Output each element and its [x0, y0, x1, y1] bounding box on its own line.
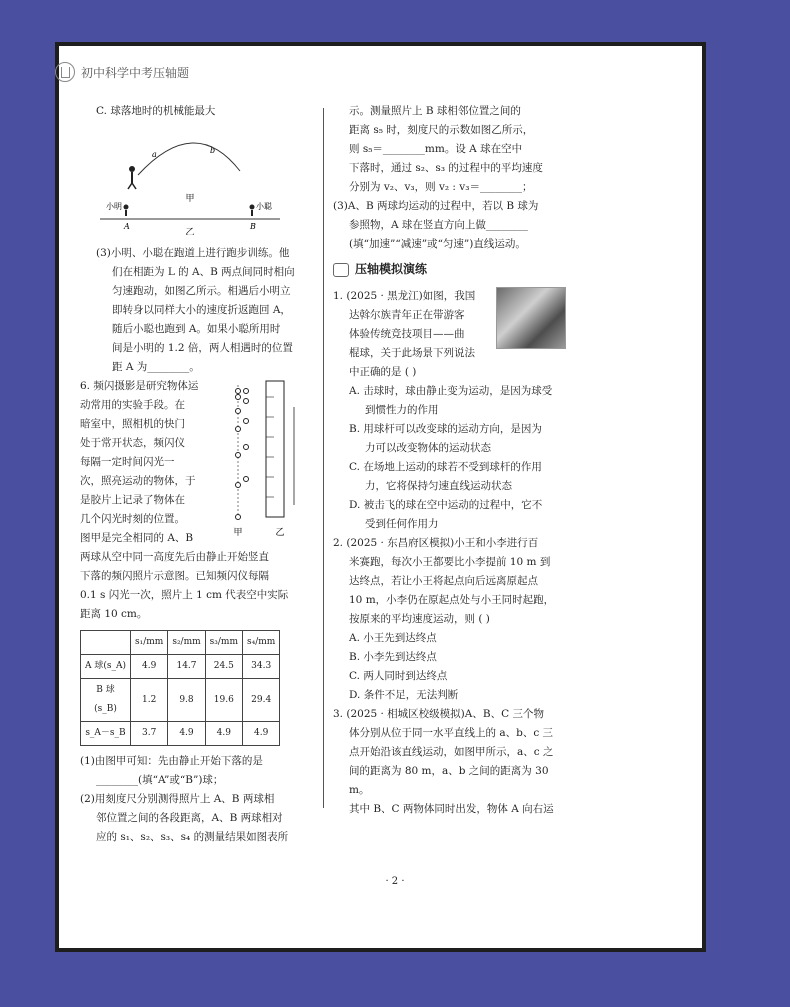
- table-header: s₂/mm: [168, 631, 205, 655]
- q2-line: 2. (2025 · 东昌府区模拟)小王和小李进行百: [333, 537, 539, 549]
- q1-option: 受到任何作用力: [365, 518, 439, 530]
- table-cell: 14.7: [168, 655, 205, 679]
- book-logo-icon: [55, 62, 75, 82]
- q3-line: 间是小明的 1.2 倍，两人相遇时的位置: [112, 342, 293, 354]
- q6-2: [80, 790, 310, 847]
- q6-cont-line: 下落的频闪照片示意图。已知频闪仪每隔: [80, 570, 269, 582]
- q3-line: 匀速跑动，如图乙所示。相遇后小明立: [112, 285, 291, 297]
- q6-line: 是胶片上记录了物体在: [80, 494, 185, 506]
- ruler: [266, 381, 284, 517]
- q1-option: A. 击球时，球由静止变为运动，是因为球受: [349, 385, 553, 397]
- table-row: [81, 655, 280, 679]
- exercise-icon: [333, 263, 349, 277]
- q6-1-line: (1)由图甲可知：先由静止开始下落的是: [80, 755, 263, 767]
- q6-line: 动常用的实验手段。在: [80, 399, 185, 411]
- table-header-row: [81, 631, 280, 655]
- q6-block: [80, 377, 310, 548]
- q3-right-line: 间的距离为 80 m，a、b 之间的距离为 30 m。: [349, 765, 549, 796]
- hockey-photo: [496, 287, 566, 349]
- table-header: [81, 631, 131, 655]
- q6-line: 每隔一定时间闪光一: [80, 456, 175, 468]
- header: [55, 62, 189, 82]
- column-divider: [323, 108, 324, 808]
- left-column: [80, 102, 310, 847]
- table-cell: 1.2: [131, 679, 168, 722]
- q3-right-line: 其中 B、C 两物体同时出发，物体 A 向右运: [349, 803, 554, 815]
- fig-jia-label: 甲: [185, 194, 195, 204]
- q1-line: 中正确的是 ( ): [349, 366, 417, 378]
- q3-line: 随后小聪也跑到 A。如果小聪所用时: [112, 323, 281, 335]
- q6-cont: [80, 548, 310, 624]
- q6-2-cont: [333, 102, 566, 197]
- q3-right-line: 3. (2025 · 相城区校级模拟)A、B、C 三个物: [333, 708, 544, 720]
- q2-option: D. 条件不足，无法判断: [349, 689, 459, 701]
- q1-option: C. 在场地上运动的球若不受到球杆的作用: [349, 461, 542, 473]
- q6-line: 处于常开状态，频闪仪: [80, 437, 185, 449]
- table-cell: 9.8: [168, 679, 205, 722]
- option-c: C. 球落地时的机械能最大: [96, 105, 216, 117]
- q2-line: 10 m，小李仍在原起点处与小王同时起跑，: [349, 594, 555, 606]
- q1-line: 体验传统竞技项目——曲: [349, 328, 465, 340]
- q6-cont-line: 两球从空中同一高度先后由静止开始竖直: [80, 551, 269, 563]
- q6-3-line: (3)A、B 两球均运动的过程中，若以 B 球为: [333, 200, 539, 212]
- table-header: s₃/mm: [205, 631, 242, 655]
- fig-yi-label: 乙: [185, 228, 195, 235]
- table-cell: 4.9: [242, 722, 279, 746]
- figure-jia-yi: [80, 123, 310, 235]
- thrower-figure: [128, 166, 136, 189]
- q3-line: (3)小明、小聪在跑道上进行跑步训练。他: [96, 247, 290, 259]
- q6-line: 几个闪光时刻的位置。: [80, 513, 185, 525]
- right-column: [333, 102, 566, 819]
- xiaoming-figure: [124, 205, 129, 217]
- q6-2-cont-line: 分别为 v₂、v₃，则 v₂ : v₃＝________；: [349, 181, 533, 193]
- table-cell: B 球(s_B): [81, 679, 131, 722]
- table-header: s₄/mm: [242, 631, 279, 655]
- page-number: · 2 ·: [385, 876, 405, 887]
- ball-positions: [236, 389, 249, 520]
- q1-options: [333, 382, 566, 534]
- q1-option: 力可以改变物体的运动状态: [365, 442, 491, 454]
- q6-cont-line: 0.1 s 闪光一次，照片上 1 cm 代表空中实际: [80, 589, 289, 601]
- table-cell: 3.7: [131, 722, 168, 746]
- q2-line: 米赛跑，每次小王都要比小李提前 10 m 到: [349, 556, 551, 568]
- q6-3-line: (填“加速”“减速”或“匀速”)直线运动。: [349, 238, 526, 250]
- q1-option: 到惯性力的作用: [365, 404, 439, 416]
- q3-line: 们在相距为 L 的 A、B 两点间同时相向: [112, 266, 295, 278]
- q2-option: C. 两人同时到达终点: [349, 670, 448, 682]
- q6-2-cont-line: 则 s₅＝________mm。设 A 球在空中: [349, 143, 523, 155]
- q1-option: B. 用球杆可以改变球的运动方向，是因为: [349, 423, 542, 435]
- q6-1: [80, 752, 310, 790]
- q6-2-line: (2)用刻度尺分别测得照片上 A、B 两球相: [80, 793, 275, 805]
- arc-label-a: a: [152, 150, 157, 159]
- table-cell: A 球(s_A): [81, 655, 131, 679]
- q1-line: 1. (2025 · 黑龙江)如图，我国: [333, 290, 476, 302]
- data-table: [80, 630, 280, 746]
- arc-label-b: b: [210, 146, 216, 155]
- q6-text: [80, 377, 218, 548]
- section-title: 压轴模拟演练: [355, 262, 428, 276]
- q2-option: B. 小李先到达终点: [349, 651, 437, 663]
- q2-option: A. 小王先到达终点: [349, 632, 437, 644]
- q1-option: D. 被击飞的球在空中运动的过程中，它不: [349, 499, 543, 511]
- table-row: [81, 679, 280, 722]
- table-cell: 4.9: [168, 722, 205, 746]
- q6-2-line: 邻位置之间的各段距离，A、B 两球相对: [96, 812, 283, 824]
- table-cell: 4.9: [131, 655, 168, 679]
- table-header: s₁/mm: [131, 631, 168, 655]
- table-row: [81, 722, 280, 746]
- fig6-yi-label: 乙: [275, 528, 285, 538]
- q3-right-line: 点开始沿该直线运动，如图甲所示，a、c 之: [349, 746, 554, 758]
- xiaoming-label: 小明: [106, 202, 122, 211]
- q1-option: 力，它将保持匀速直线运动状态: [365, 480, 512, 492]
- q6-2-cont-line: 距离 s₅ 时，刻度尺的示数如图乙所示，: [349, 124, 534, 136]
- table-cell: 24.5: [205, 655, 242, 679]
- q1-line: 棍球，关于此场景下列说法: [349, 347, 475, 359]
- point-b-label: B: [250, 222, 256, 231]
- q3-line: 距 A 为________。: [112, 361, 200, 373]
- point-a-label: A: [124, 222, 130, 231]
- q3-block: [80, 244, 310, 377]
- header-title: 初中科学中考压轴题: [81, 65, 190, 80]
- section-header: [333, 260, 566, 279]
- q2-block: [333, 534, 566, 629]
- q3-line: 即转身以同样大小的速度折返跑回 A，: [112, 304, 291, 316]
- xiaocong-figure: [250, 205, 255, 217]
- figure-strobe: [218, 377, 310, 547]
- table-cell: 19.6: [205, 679, 242, 722]
- q6-cont-line: 距离 10 cm。: [80, 608, 148, 620]
- q6-line: 次，照亮运动的物体，于: [80, 475, 196, 487]
- q6-line: 图甲是完全相同的 A、B: [80, 532, 194, 544]
- q3-right-block: [333, 705, 566, 819]
- q6-2-cont-line: 下落时，通过 s₂、s₃ 的过程中的平均速度: [349, 162, 543, 174]
- q1-block: [333, 287, 566, 382]
- q3-right-line: 体分别从位于同一水平直线上的 a、b、c 三: [349, 727, 554, 739]
- q6-2-cont-line: 示。测量照片上 B 球相邻位置之间的: [349, 105, 521, 117]
- q6-line: 暗室中，照相机的快门: [80, 418, 185, 430]
- q1-line: 达斡尔族青年正在带游客: [349, 309, 465, 321]
- table-cell: 29.4: [242, 679, 279, 722]
- table-cell: 4.9: [205, 722, 242, 746]
- xiaocong-label: 小聪: [256, 202, 272, 211]
- q2-line: 按原来的平均速度运动，则 ( ): [349, 613, 490, 625]
- q6-line: 6. 频闪摄影是研究物体运: [80, 380, 199, 392]
- q2-line: 达终点，若让小王将起点向后远离原起点: [349, 575, 538, 587]
- table-cell: s_A－s_B: [81, 722, 131, 746]
- q6-3: [333, 197, 566, 254]
- table-cell: 34.3: [242, 655, 279, 679]
- q6-1-line: ________(填“A”或“B”)球；: [96, 774, 224, 786]
- q6-3-line: 参照物，A 球在竖直方向上做________: [349, 219, 528, 231]
- q2-options: [333, 629, 566, 705]
- fig6-jia-label: 甲: [233, 528, 243, 538]
- q6-2-line: 应的 s₁、s₂、s₃、s₄ 的测量结果如图表所: [96, 831, 289, 843]
